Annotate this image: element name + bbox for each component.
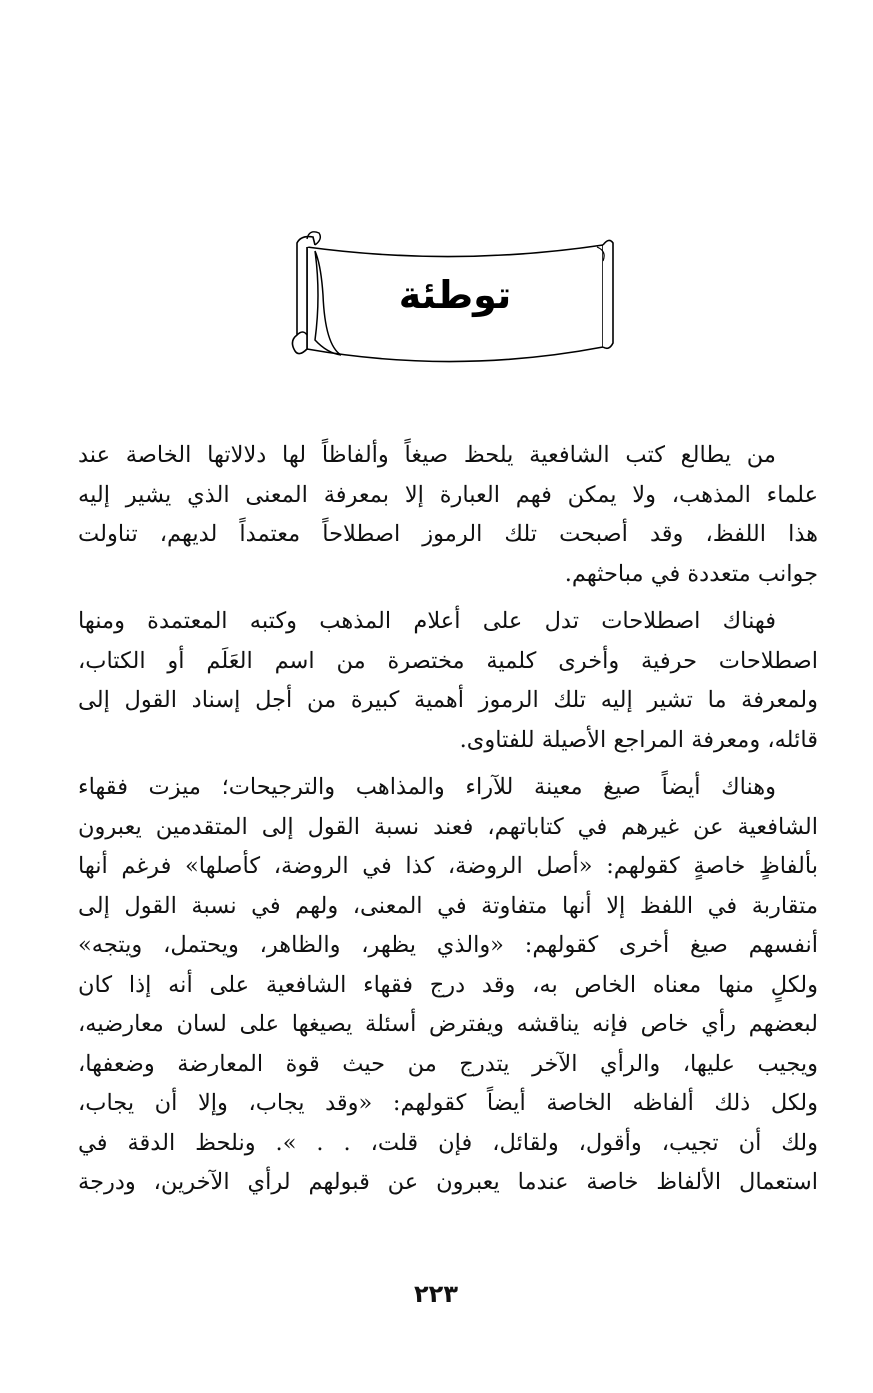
text-line: فهناك اصطلاحات تدل على أعلام المذهب وكتبه المعتمدة ومنها xyxy=(78,608,776,634)
text-line: الشافعية عن غيرهم في كتاباتهم، فعند نسبة القول إلى المتقدمين يعبرون xyxy=(78,813,818,840)
scroll-banner xyxy=(285,225,621,375)
text-line: جوانب متعددة في مباحثهم. xyxy=(564,560,818,587)
text-line: ولك أن تجيب، وأقول، ولقائل، فإن قلت، . . ». ونلحظ الدقة في xyxy=(78,1129,818,1156)
paragraph xyxy=(78,602,818,760)
page-number: ٢٢٣ xyxy=(414,1280,458,1308)
text-line: ويجيب عليها، والرأي الآخر يتدرج من حيث قوة المعارضة وضعفها، xyxy=(78,1050,818,1077)
text-line: هذا اللفظ، وقد أصبحت تلك الرموز اصطلاحاً معتمداً لديهم، تناولت xyxy=(78,521,818,547)
text-line: أنفسهم صيغ أخرى كقولهم: «والذي يظهر، والظاهر، ويحتمل، ويتجه» xyxy=(78,932,818,958)
text-line: ولكلٍ منها معناه الخاص به، وقد درج فقهاء الشافعية على أنه إذا كان xyxy=(78,971,818,998)
text-line: قائله، ومعرفة المراجع الأصيلة للفتاوى. xyxy=(459,726,818,753)
text-line: متقاربة في اللفظ إلا أنها متفاوتة في المعنى، ولهم في نسبة القول إلى xyxy=(78,892,818,919)
paragraph xyxy=(78,436,818,594)
text-line: علماء المذهب، ولا يمكن فهم العبارة إلا بمعرفة المعنى الذي يشير إليه xyxy=(78,481,818,508)
text-line: اصطلاحات حرفية وأخرى كلمية مختصرة من اسم العَلَم أو الكتاب، xyxy=(78,647,818,674)
text-line: ولكل ذلك ألفاظه الخاصة أيضاً كقولهم: «وقد يجاب، وإلا أن يجاب، xyxy=(78,1090,818,1116)
paragraph xyxy=(78,768,818,1203)
text-line: ولمعرفة ما تشير إليه تلك الرموز أهمية كبيرة من أجل إسناد القول إلى xyxy=(78,687,818,713)
body-text xyxy=(78,436,818,1211)
text-line: لبعضهم رأي خاص فإنه يناقشه ويفترض أسئلة يصيغها على لسان معارضيه، xyxy=(78,1011,818,1037)
text-line: من يطالع كتب الشافعية يلحظ صيغاً وألفاظاً لها دلالاتها الخاصة عند xyxy=(78,442,776,468)
text-line: استعمال الألفاظ خاصة عندما يعبرون عن قبولهم لرأي الآخرين، ودرجة xyxy=(78,1169,818,1195)
text-line: بألفاظٍ خاصةٍ كقولهم: «أصل الروضة، كذا في الروضة، كأصلها» فرغم أنها xyxy=(78,853,818,879)
text-line: وهناك أيضاً صيغ معينة للآراء والمذاهب والترجيحات؛ ميزت فقهاء xyxy=(78,774,776,800)
section-title: توطئة xyxy=(398,273,512,317)
